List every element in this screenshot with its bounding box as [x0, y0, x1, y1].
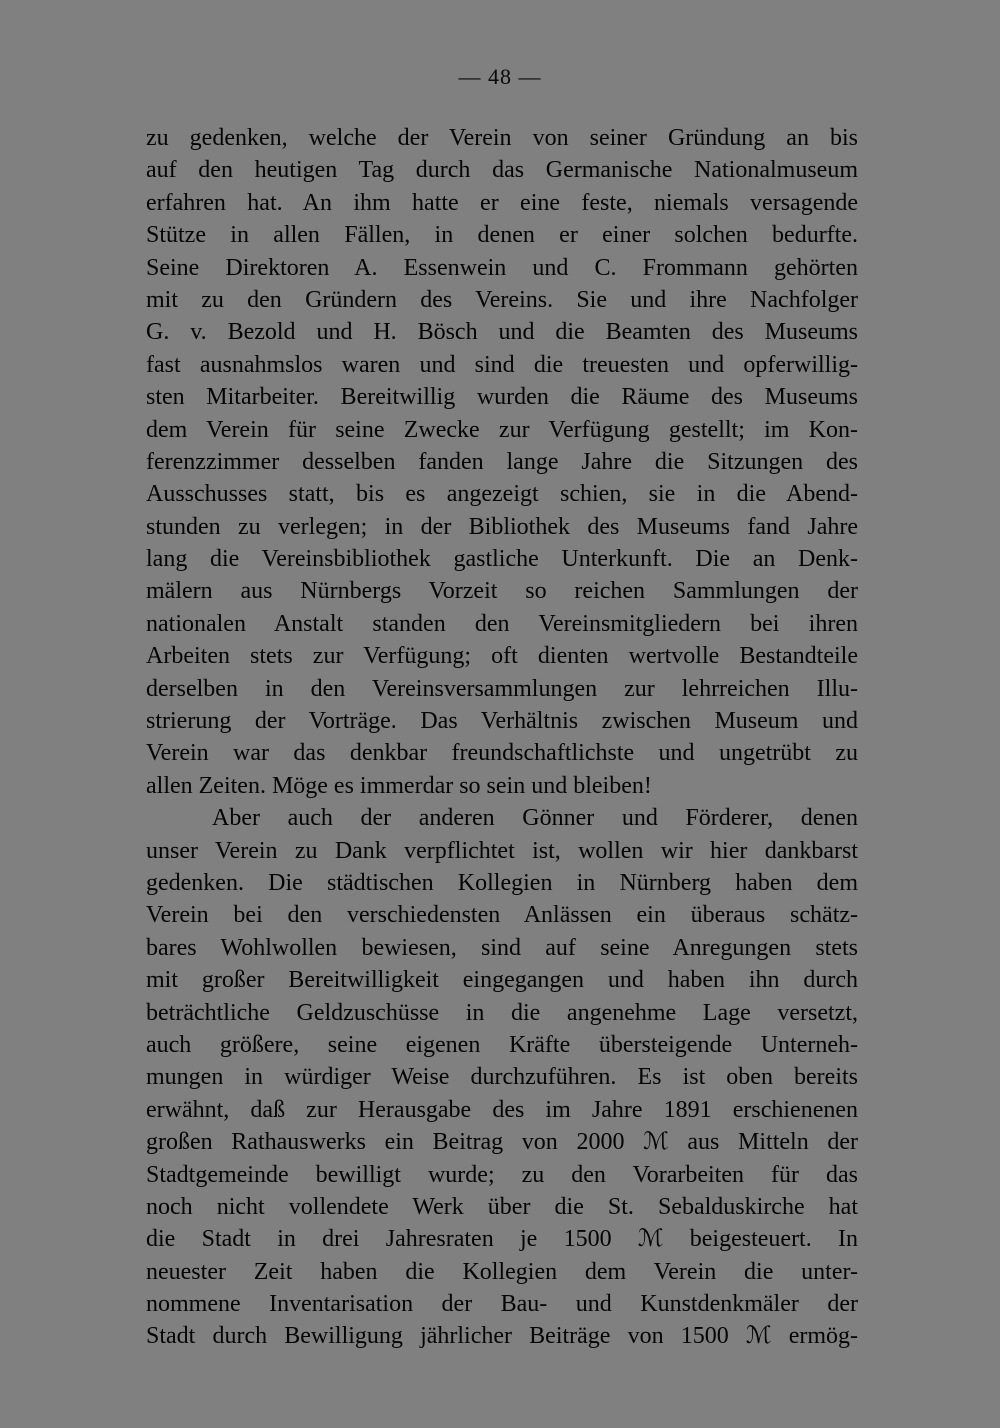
page-number: — 48 —	[458, 64, 542, 89]
text-line: lang die Vereinsbibliothek gastliche Unterkunft. Die an Denk-	[146, 546, 858, 573]
text-line: nommene Inventarisation der Bau- und Kunstdenkmäler der	[146, 1291, 858, 1318]
text-line: G. v. Bezold und H. Bösch und die Beamten des Museums	[146, 319, 858, 346]
text-line: bares Wohlwollen bewiesen, sind auf seine Anregungen stets	[146, 934, 858, 961]
text-line: strierung der Vorträge. Das Verhältnis zwischen Museum und	[146, 708, 858, 735]
text-line: Stadt durch Bewilligung jährlicher Beiträge von 1500 ℳ ermög-	[146, 1323, 858, 1350]
text-line: stunden zu verlegen; in der Bibliothek des Museums fand Jahre	[146, 513, 858, 540]
text-line: Seine Direktoren A. Essenwein und C. Frommann gehörten	[146, 254, 858, 281]
text-line: gedenken. Die städtischen Kollegien in Nürnberg haben dem	[146, 869, 858, 896]
text-line: mit großer Bereitwilligkeit eingegangen und haben ihn durch	[146, 967, 858, 994]
paragraph-end-line: allen Zeiten. Möge es immerdar so sein und bleiben!	[146, 772, 652, 799]
text-line: Verein bei den verschiedensten Anlässen ein überaus schätz-	[146, 902, 858, 929]
text-line: mälern aus Nürnbergs Vorzeit so reichen Sammlungen der	[146, 578, 858, 605]
text-line: zu gedenken, welche der Verein von seiner Gründung an bis	[146, 125, 858, 151]
text-line: mungen in würdiger Weise durchzuführen. Es ist oben bereits	[146, 1064, 858, 1091]
text-line: Stütze in allen Fällen, in denen er einer solchen bedurfte.	[146, 222, 858, 249]
text-line: fast ausnahmslos waren und sind die treuesten und opferwillig-	[146, 351, 858, 378]
text-line: dem Verein für seine Zwecke zur Verfügung gestellt; im Kon-	[146, 416, 858, 443]
text-line: auch größere, seine eigenen Kräfte übersteigende Unterneh-	[146, 1031, 858, 1058]
text-line: nationalen Anstalt standen den Vereinsmitgliedern bei ihren	[146, 610, 858, 637]
text-line: großen Rathauswerks ein Beitrag von 2000 ℳ aus Mitteln der	[146, 1129, 858, 1156]
text-line: mit zu den Gründern des Vereins. Sie und ihre Nachfolger	[146, 286, 858, 313]
text-line: derselben in den Vereinsversammlungen zur lehrreichen Illu-	[146, 675, 858, 702]
text-line: ferenzzimmer desselben fanden lange Jahre die Sitzungen des	[146, 448, 858, 475]
body-text	[146, 122, 858, 1353]
text-line: erwähnt, daß zur Herausgabe des im Jahre 1891 erschienenen	[146, 1096, 858, 1123]
text-line: erfahren hat. An ihm hatte er eine feste, niemals versagende	[146, 189, 858, 216]
text-line: beträchtliche Geldzuschüsse in die angenehme Lage versetzt,	[146, 999, 858, 1026]
text-line: noch nicht vollendete Werk über die St. Sebalduskirche hat	[146, 1193, 858, 1220]
text-line: Stadtgemeinde bewilligt wurde; zu den Vorarbeiten für das	[146, 1161, 858, 1188]
text-line: die Stadt in drei Jahresraten je 1500 ℳ beigesteuert. In	[146, 1226, 858, 1253]
text-line: neuester Zeit haben die Kollegien dem Verein die unter-	[146, 1258, 858, 1285]
text-line: auf den heutigen Tag durch das Germanische Nationalmuseum	[146, 157, 858, 184]
text-line: unser Verein zu Dank verpflichtet ist, wollen wir hier dankbarst	[146, 837, 858, 864]
paragraph-start-line: Aber auch der anderen Gönner und Förderer, denen	[212, 805, 858, 832]
text-line: Ausschusses statt, bis es angezeigt schien, sie in die Abend-	[146, 481, 858, 508]
text-line: sten Mitarbeiter. Bereitwillig wurden die Räume des Museums	[146, 384, 858, 411]
text-line: Verein war das denkbar freundschaftlichste und ungetrübt zu	[146, 740, 858, 767]
text-line: Arbeiten stets zur Verfügung; oft dienten wertvolle Bestandteile	[146, 643, 858, 670]
